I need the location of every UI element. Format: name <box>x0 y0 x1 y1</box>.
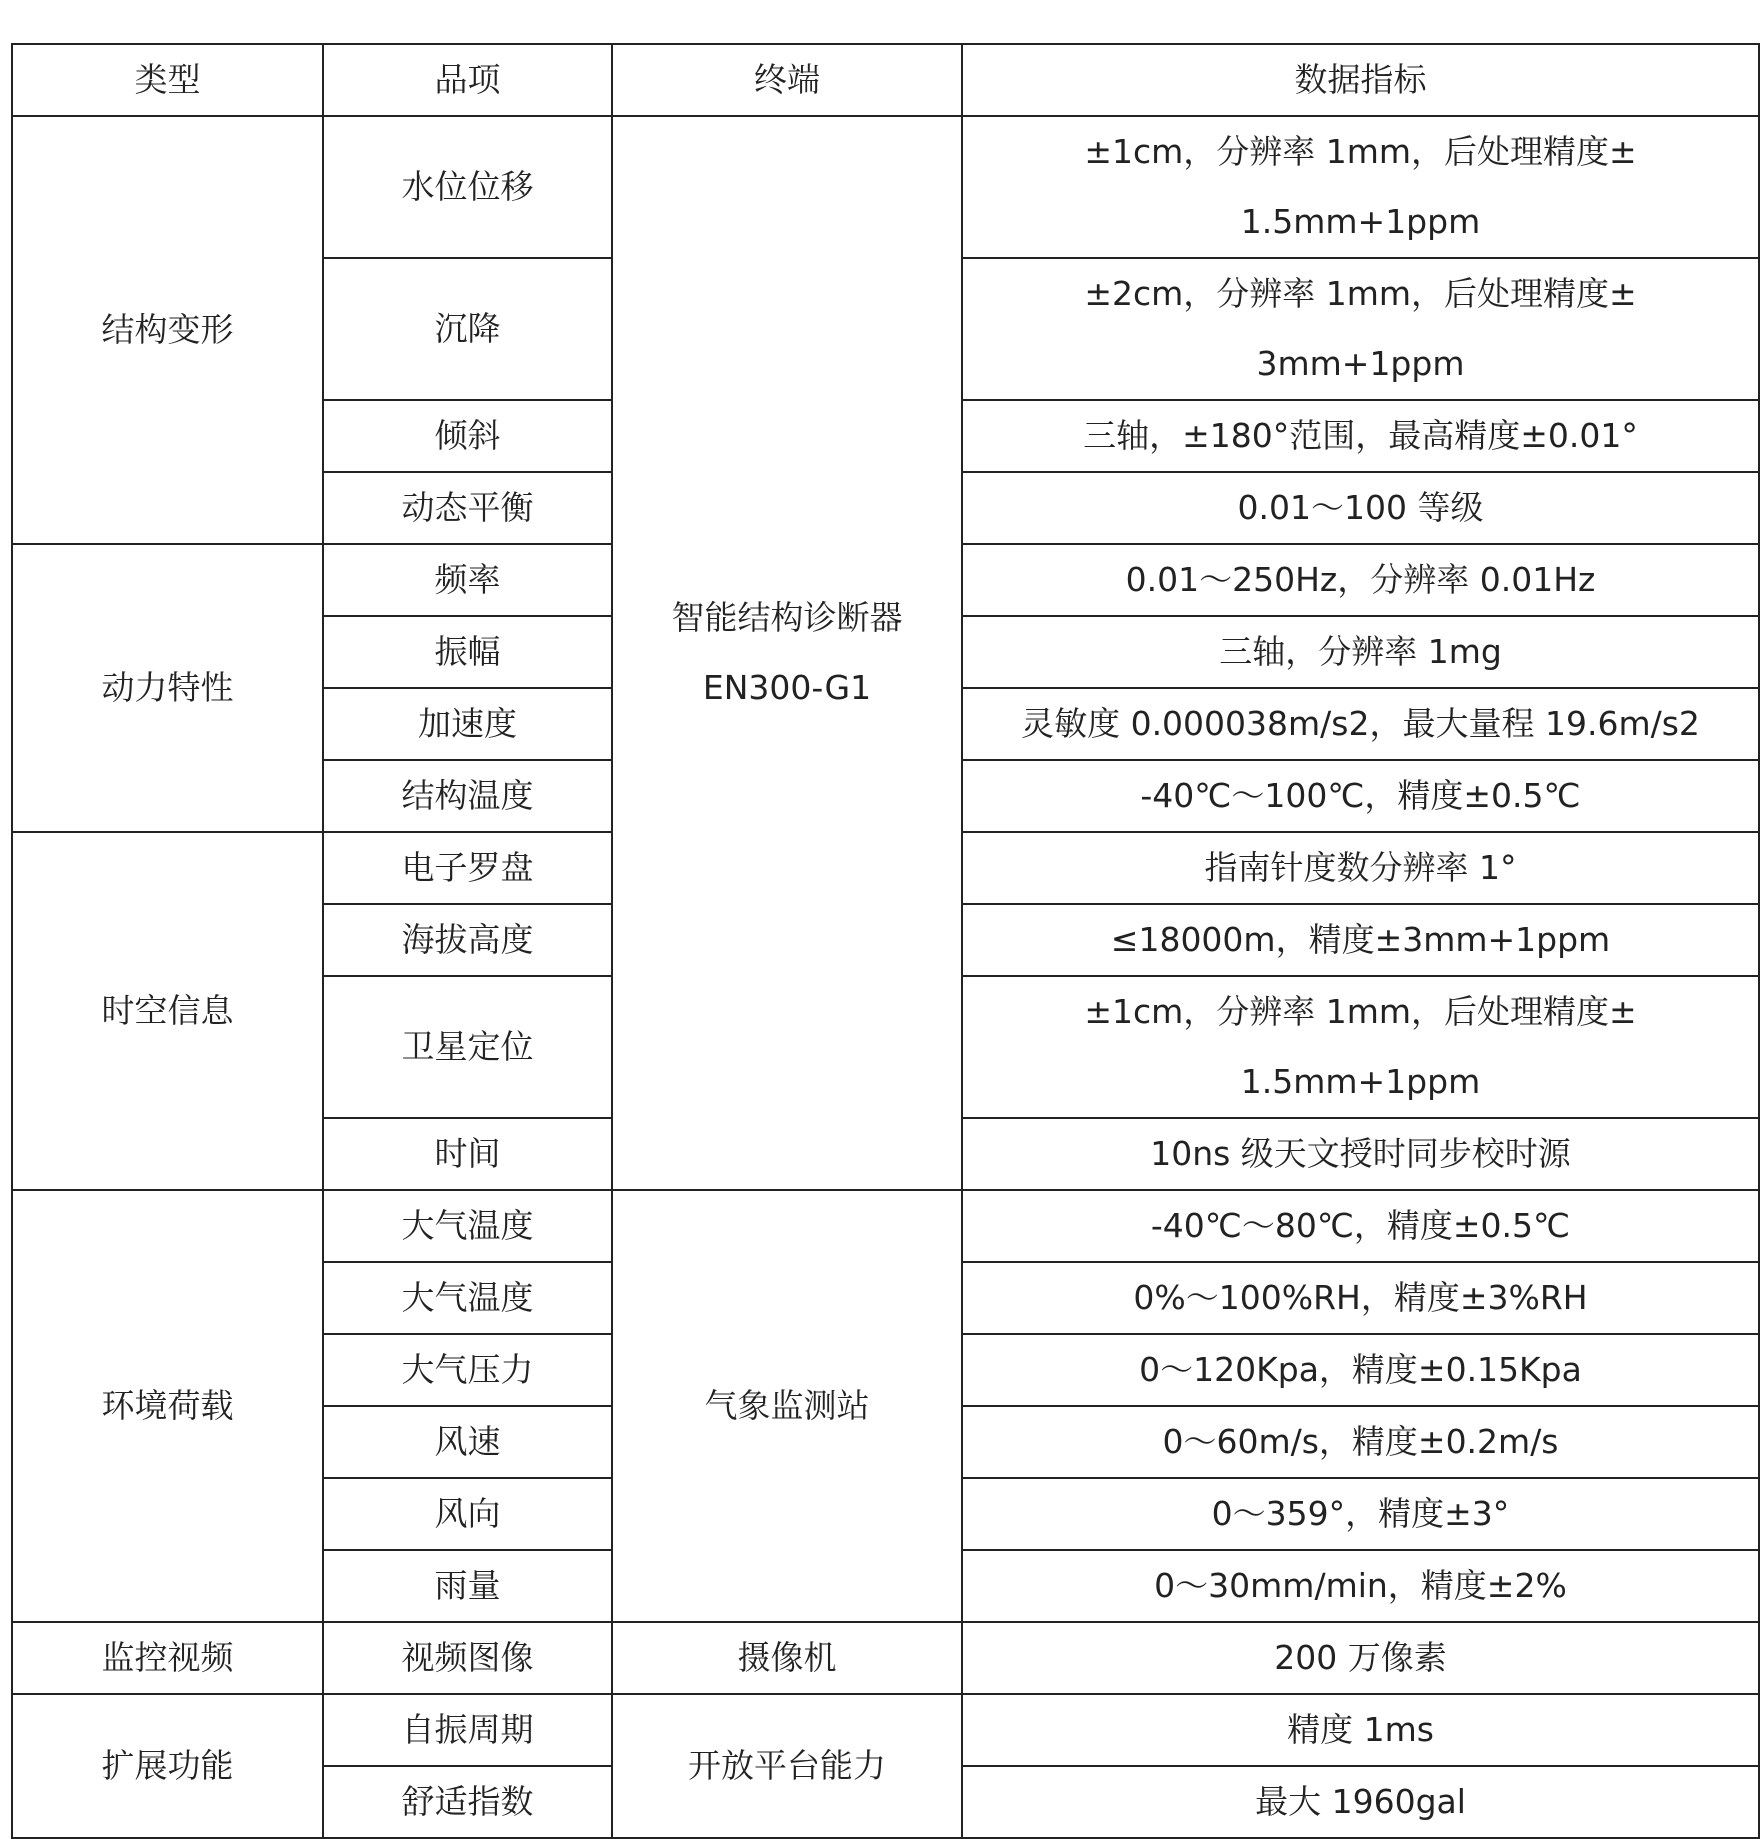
header-item: 品项 <box>323 44 612 116</box>
terminal-line: 智能结构诊断器 <box>671 598 903 637</box>
item-cell: 倾斜 <box>323 400 612 472</box>
terminal-line: 气象监测站 <box>704 1386 870 1425</box>
category-cell: 结构变形 <box>12 116 323 544</box>
item-cell: 自振周期 <box>323 1694 612 1766</box>
indicator-line: 10ns 级天文授时同步校时源 <box>1150 1134 1571 1173</box>
terminal-cell <box>612 116 962 1190</box>
indicator-line: 1.5mm+1ppm <box>1240 202 1481 241</box>
header-type: 类型 <box>12 44 323 116</box>
indicator-cell <box>962 1694 1759 1766</box>
item-cell: 大气压力 <box>323 1334 612 1406</box>
indicator-cell <box>962 616 1759 688</box>
indicator-line: 0～120Kpa，精度±0.15Kpa <box>1139 1350 1582 1389</box>
terminal-line: 摄像机 <box>737 1638 837 1677</box>
indicator-cell <box>962 976 1759 1118</box>
indicator-line: ±1cm，分辨率 1mm，后处理精度± <box>1084 992 1637 1031</box>
indicator-line: 0～60m/s，精度±0.2m/s <box>1162 1422 1559 1461</box>
item-cell: 卫星定位 <box>323 976 612 1118</box>
table-row <box>12 1622 1759 1694</box>
category-cell: 监控视频 <box>12 1622 323 1694</box>
spec-table <box>11 43 1760 1839</box>
item-cell: 风速 <box>323 1406 612 1478</box>
indicator-line: 三轴，±180°范围，最高精度±0.01° <box>1083 416 1638 455</box>
table-row <box>12 1694 1759 1766</box>
item-cell: 舒适指数 <box>323 1766 612 1838</box>
item-cell: 视频图像 <box>323 1622 612 1694</box>
category-cell: 扩展功能 <box>12 1694 323 1838</box>
indicator-line: 200 万像素 <box>1274 1638 1447 1677</box>
item-cell: 海拔高度 <box>323 904 612 976</box>
item-cell: 沉降 <box>323 258 612 400</box>
indicator-cell <box>962 472 1759 544</box>
table-row <box>12 1190 1759 1262</box>
item-cell: 大气温度 <box>323 1262 612 1334</box>
indicator-cell <box>962 1478 1759 1550</box>
indicator-line: 0～30mm/min，精度±2% <box>1154 1566 1567 1605</box>
item-cell: 结构温度 <box>323 760 612 832</box>
indicator-cell <box>962 116 1759 258</box>
terminal-line: 开放平台能力 <box>688 1746 886 1785</box>
indicator-cell <box>962 1550 1759 1622</box>
indicator-cell <box>962 1406 1759 1478</box>
indicator-line: 3mm+1ppm <box>1256 344 1465 383</box>
indicator-line: 最大 1960gal <box>1255 1782 1466 1821</box>
item-cell: 频率 <box>323 544 612 616</box>
indicator-cell <box>962 688 1759 760</box>
item-cell: 动态平衡 <box>323 472 612 544</box>
terminal-line: EN300-G1 <box>702 668 872 707</box>
indicator-line: 1.5mm+1ppm <box>1240 1062 1481 1101</box>
header-terminal: 终端 <box>612 44 962 116</box>
indicator-line: 0%～100%RH，精度±3%RH <box>1133 1278 1588 1317</box>
table-body <box>12 116 1759 1838</box>
item-cell: 时间 <box>323 1118 612 1190</box>
item-cell: 大气温度 <box>323 1190 612 1262</box>
category-cell: 动力特性 <box>12 544 323 832</box>
item-cell: 电子罗盘 <box>323 832 612 904</box>
category-cell: 时空信息 <box>12 832 323 1190</box>
indicator-cell <box>962 760 1759 832</box>
indicator-line: -40℃～100℃，精度±0.5℃ <box>1140 776 1581 815</box>
indicator-line: ≤18000m，精度±3mm+1ppm <box>1110 920 1611 959</box>
indicator-line: 0.01～100 等级 <box>1237 488 1484 527</box>
terminal-cell <box>612 1694 962 1838</box>
item-cell: 雨量 <box>323 1550 612 1622</box>
item-cell: 风向 <box>323 1478 612 1550</box>
item-cell: 水位位移 <box>323 116 612 258</box>
indicator-cell <box>962 1766 1759 1838</box>
indicator-cell <box>962 400 1759 472</box>
indicator-line: 0～359°，精度±3° <box>1211 1494 1510 1533</box>
indicator-cell <box>962 1622 1759 1694</box>
indicator-cell <box>962 904 1759 976</box>
indicator-line: ±1cm，分辨率 1mm，后处理精度± <box>1084 132 1637 171</box>
indicator-cell <box>962 258 1759 400</box>
indicator-cell <box>962 832 1759 904</box>
header-row <box>12 44 1759 116</box>
indicator-line: 三轴，分辨率 1mg <box>1219 632 1502 671</box>
indicator-cell <box>962 1262 1759 1334</box>
item-cell: 加速度 <box>323 688 612 760</box>
header-indicator: 数据指标 <box>962 44 1759 116</box>
indicator-cell <box>962 1118 1759 1190</box>
indicator-line: -40℃～80℃，精度±0.5℃ <box>1150 1206 1571 1245</box>
indicator-line: ±2cm，分辨率 1mm，后处理精度± <box>1084 274 1637 313</box>
category-cell: 环境荷载 <box>12 1190 323 1622</box>
terminal-cell <box>612 1190 962 1622</box>
item-cell: 振幅 <box>323 616 612 688</box>
indicator-cell <box>962 1334 1759 1406</box>
indicator-line: 精度 1ms <box>1287 1710 1434 1749</box>
indicator-line: 0.01～250Hz，分辨率 0.01Hz <box>1125 560 1596 599</box>
indicator-line: 指南针度数分辨率 1° <box>1204 848 1517 887</box>
indicator-line: 灵敏度 0.000038m/s2，最大量程 19.6m/s2 <box>1021 704 1700 743</box>
indicator-cell <box>962 544 1759 616</box>
indicator-cell <box>962 1190 1759 1262</box>
terminal-cell <box>612 1622 962 1694</box>
